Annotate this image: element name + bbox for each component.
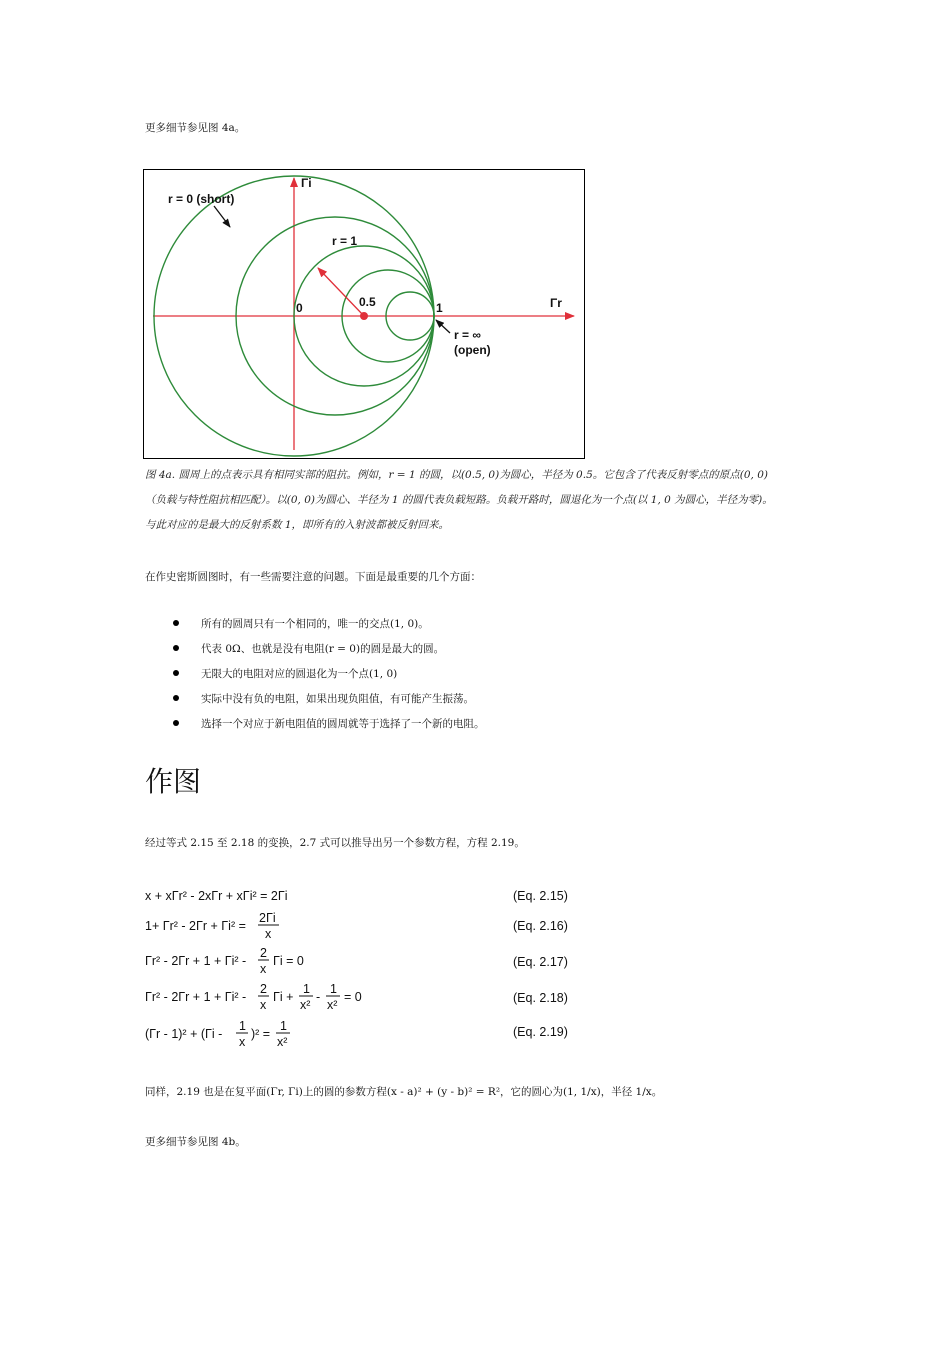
bullet-icon bbox=[173, 620, 179, 626]
paragraph-intro: 在作史密斯圆图时，有一些需要注意的问题。下面是最重要的几个方面： bbox=[145, 571, 481, 583]
label-short: r = 0 (short) bbox=[168, 192, 235, 206]
equation-tag: (Eq. 2.17) bbox=[513, 955, 568, 969]
bullet-list bbox=[170, 617, 485, 742]
short-pointer-arrow bbox=[214, 206, 230, 227]
equation-2-17-num: 2 bbox=[260, 946, 267, 960]
equation-2-19-left: (Γr - 1)² + (Γi - bbox=[145, 1027, 223, 1041]
caption-line: （负载与特性阻抗相匹配）。以(0, 0)为圆心、半径为 1 的圆代表负载短路。负载开路时，圆退化为一个点(以 1, 0 为圆心，半径为零)。 bbox=[145, 494, 773, 506]
list-item bbox=[170, 617, 485, 642]
equation-2-18-f1-den: x bbox=[260, 998, 267, 1012]
equation-2-18-f2-den: x² bbox=[300, 998, 311, 1012]
label-open-2: (open) bbox=[454, 343, 491, 357]
radius-arrow bbox=[318, 268, 364, 316]
center-dot bbox=[360, 312, 368, 320]
paragraph-see-4b: 更多细节参见图 4b。 bbox=[145, 1136, 246, 1148]
list-item-text: 代表 0Ω、也就是没有电阻(r = 0)的圆是最大的圆。 bbox=[201, 643, 445, 655]
equation-tag: (Eq. 2.15) bbox=[513, 889, 568, 903]
bullet-icon bbox=[173, 720, 179, 726]
section-heading: 作图 bbox=[145, 765, 202, 798]
bullet-icon bbox=[173, 645, 179, 651]
equation-2-18-f1-num: 2 bbox=[260, 982, 267, 996]
equation-2-17-right: Γi = 0 bbox=[273, 954, 304, 968]
list-item bbox=[170, 692, 485, 717]
list-item bbox=[170, 642, 485, 667]
equation-2-19-f2-num: 1 bbox=[280, 1019, 287, 1033]
equation-2-18-minus: - bbox=[316, 990, 321, 1004]
bullet-icon bbox=[173, 695, 179, 701]
label-half: 0.5 bbox=[359, 295, 376, 309]
open-pointer-arrow bbox=[436, 320, 450, 333]
equation-2-18-mid: Γi + bbox=[273, 990, 294, 1004]
list-item-text: 实际中没有负的电阻，如果出现负阻值，有可能产生振荡。 bbox=[201, 693, 474, 705]
equation-2-18-left: Γr² - 2Γr + 1 + Γi² - bbox=[145, 990, 247, 1004]
list-item bbox=[170, 667, 485, 692]
label-zero: 0 bbox=[296, 301, 303, 315]
bullet-icon bbox=[173, 670, 179, 676]
equation-tag: (Eq. 2.18) bbox=[513, 991, 568, 1005]
caption-line: 图 4a. 圆周上的点表示具有相同实部的阻抗。例如，r = 1 的圆，以(0.5, 0)为圆心，半径为 0.5。它包含了代表反射零点的原点(0, 0) bbox=[145, 469, 768, 481]
equation-2-17-left: Γr² - 2Γr + 1 + Γi² - bbox=[145, 954, 247, 968]
equation-2-18-f3-den: x² bbox=[327, 998, 338, 1012]
equation-2-16-den: x bbox=[265, 927, 272, 941]
equation-2-17-den: x bbox=[260, 962, 267, 976]
equation-2-15: x + xΓr² - 2xΓr + xΓi² = 2Γi bbox=[145, 889, 288, 903]
paragraph-see-4a: 更多细节参见图 4a。 bbox=[145, 122, 246, 134]
equations-svg bbox=[143, 880, 583, 1055]
paragraph-same: 同样，2.19 也是在复平面(Γr, Γi)上的圆的参数方程(x - a)² + (y - b)² = R²，它的圆心为(1, 1/x)，半径 1/x。 bbox=[145, 1086, 663, 1098]
caption-line: 与此对应的是最大的反射系数 1，即所有的入射波都被反射回来。 bbox=[145, 519, 450, 531]
list-item bbox=[170, 717, 485, 742]
equation-tag: (Eq. 2.19) bbox=[513, 1025, 568, 1039]
list-item-text: 所有的圆周只有一个相同的，唯一的交点(1, 0)。 bbox=[201, 618, 429, 630]
equation-2-19-f2-den: x² bbox=[277, 1035, 288, 1049]
label-gamma-i: Γi bbox=[301, 176, 312, 190]
label-gamma-r: Γr bbox=[550, 296, 562, 310]
equation-2-16-num: 2Γi bbox=[259, 911, 276, 925]
label-one: 1 bbox=[436, 301, 443, 315]
equation-block bbox=[143, 880, 583, 1055]
label-r1: r = 1 bbox=[332, 234, 358, 248]
equation-2-19-f1-num: 1 bbox=[239, 1019, 246, 1033]
figure-4a-caption bbox=[145, 463, 815, 538]
equation-2-18-f2-num: 1 bbox=[303, 982, 310, 996]
equation-tag: (Eq. 2.16) bbox=[513, 919, 568, 933]
figure-4a-smith-chart bbox=[143, 169, 585, 459]
equation-2-19-f1-den: x bbox=[239, 1035, 246, 1049]
equation-2-19-mid: )² = bbox=[251, 1027, 271, 1041]
list-item-text: 选择一个对应于新电阻值的圆周就等于选择了一个新的电阻。 bbox=[201, 718, 485, 730]
equation-2-18-right: = 0 bbox=[344, 990, 362, 1004]
equation-2-18-f3-num: 1 bbox=[330, 982, 337, 996]
label-open-1: r = ∞ bbox=[454, 328, 481, 342]
paragraph-transform: 经过等式 2.15 至 2.18 的变换，2.7 式可以推导出另一个参数方程，方程 2.19。 bbox=[145, 837, 525, 849]
list-item-text: 无限大的电阻对应的圆退化为一个点(1, 0) bbox=[201, 668, 398, 680]
smith-chart-svg bbox=[144, 170, 584, 458]
equation-2-16-left: 1+ Γr² - 2Γr + Γi² = bbox=[145, 919, 246, 933]
